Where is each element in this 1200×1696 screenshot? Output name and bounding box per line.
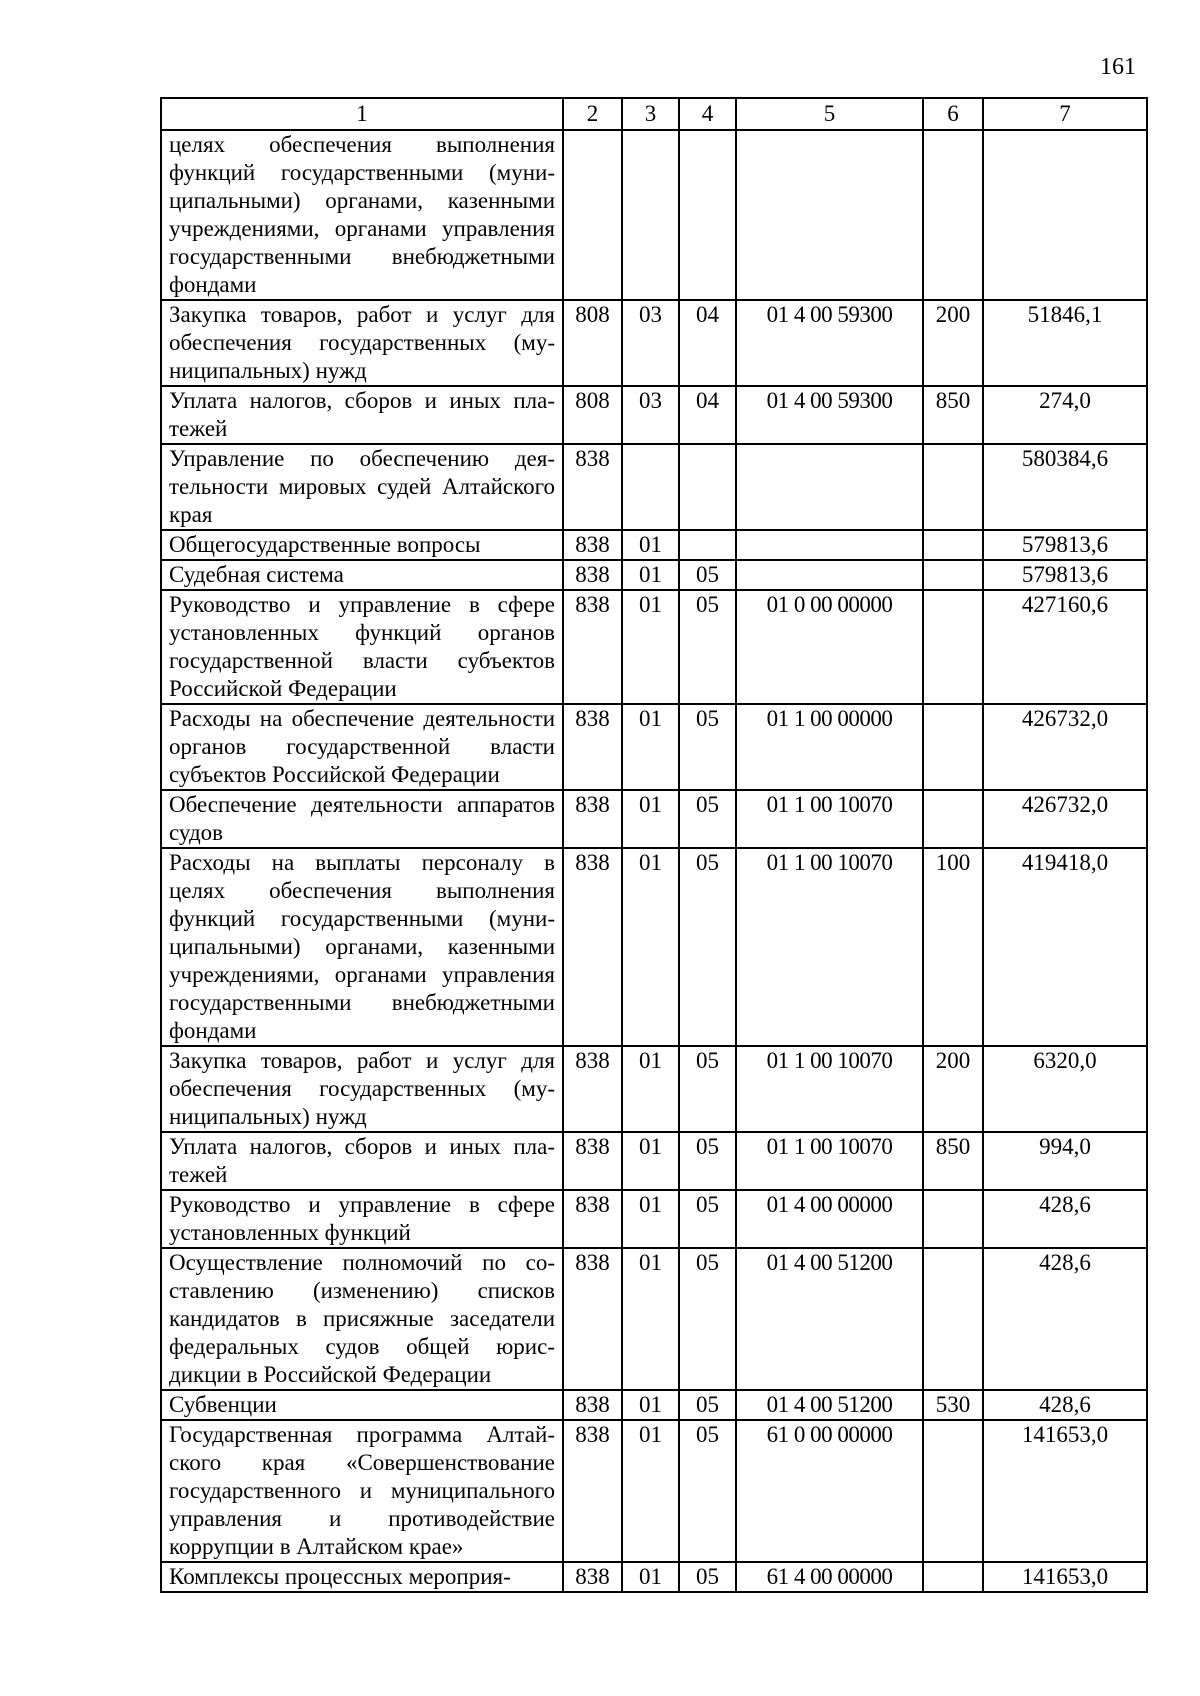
cell-subsection: 05 xyxy=(679,1190,736,1248)
cell-section: 01 xyxy=(622,590,679,704)
cell-admin-code: 838 xyxy=(563,560,622,590)
cell-admin-code: 808 xyxy=(563,300,622,386)
header-col-4: 4 xyxy=(679,98,736,130)
cell-subsection: 05 xyxy=(679,704,736,790)
cell-amount: 426732,0 xyxy=(983,704,1147,790)
cell-amount: 428,6 xyxy=(983,1248,1147,1390)
cell-expense-type xyxy=(923,590,983,704)
cell-target-article: 01 0 00 00000 xyxy=(736,590,923,704)
table-row xyxy=(161,530,1147,560)
cell-expense-type: 100 xyxy=(923,848,983,1046)
cell-amount: 274,0 xyxy=(983,386,1147,444)
cell-name: Осуществление полномочий по составлению (изменению) списков кандидатов в присяжные заседатели федеральных судов общей юрисдикции в Российской Федерации xyxy=(161,1248,563,1390)
cell-admin-code: 838 xyxy=(563,1562,622,1592)
cell-target-article xyxy=(736,130,923,300)
cell-target-article: 01 4 00 51200 xyxy=(736,1248,923,1390)
cell-section: 01 xyxy=(622,530,679,560)
cell-target-article: 61 0 00 00000 xyxy=(736,1420,923,1562)
cell-subsection xyxy=(679,130,736,300)
cell-section: 01 xyxy=(622,1248,679,1390)
cell-target-article: 01 1 00 10070 xyxy=(736,1046,923,1132)
cell-name: Управление по обеспечению деятельности мировых судей Алтайского края xyxy=(161,444,563,530)
cell-amount: 419418,0 xyxy=(983,848,1147,1046)
cell-expense-type: 850 xyxy=(923,386,983,444)
table-body xyxy=(161,130,1147,1592)
cell-name: Обеспечение деятельности аппаратов судов xyxy=(161,790,563,848)
cell-section: 01 xyxy=(622,1390,679,1420)
cell-amount: 579813,6 xyxy=(983,530,1147,560)
table-row xyxy=(161,848,1147,1046)
cell-subsection: 05 xyxy=(679,1390,736,1420)
cell-section xyxy=(622,444,679,530)
header-col-2: 2 xyxy=(563,98,622,130)
header-col-3: 3 xyxy=(622,98,679,130)
table-row xyxy=(161,1420,1147,1562)
cell-section xyxy=(622,130,679,300)
header-col-1: 1 xyxy=(161,98,563,130)
cell-section: 03 xyxy=(622,386,679,444)
cell-expense-type xyxy=(923,1420,983,1562)
cell-subsection: 04 xyxy=(679,300,736,386)
cell-admin-code: 808 xyxy=(563,386,622,444)
table-row xyxy=(161,1046,1147,1132)
table-row xyxy=(161,1248,1147,1390)
page-number: 161 xyxy=(1100,54,1136,80)
table-row xyxy=(161,1132,1147,1190)
cell-admin-code: 838 xyxy=(563,790,622,848)
cell-amount: 428,6 xyxy=(983,1190,1147,1248)
cell-expense-type xyxy=(923,790,983,848)
table-row xyxy=(161,444,1147,530)
cell-section: 01 xyxy=(622,1190,679,1248)
cell-admin-code: 838 xyxy=(563,590,622,704)
cell-section: 01 xyxy=(622,704,679,790)
cell-amount: 426732,0 xyxy=(983,790,1147,848)
cell-amount: 141653,0 xyxy=(983,1562,1147,1592)
cell-name: Руководство и управление в сфере установленных функций xyxy=(161,1190,563,1248)
table-row xyxy=(161,560,1147,590)
cell-subsection: 04 xyxy=(679,386,736,444)
cell-target-article: 61 4 00 00000 xyxy=(736,1562,923,1592)
cell-amount: 994,0 xyxy=(983,1132,1147,1190)
cell-admin-code xyxy=(563,130,622,300)
cell-subsection: 05 xyxy=(679,1248,736,1390)
cell-section: 01 xyxy=(622,1562,679,1592)
cell-subsection: 05 xyxy=(679,1562,736,1592)
cell-expense-type xyxy=(923,560,983,590)
cell-target-article: 01 1 00 00000 xyxy=(736,704,923,790)
cell-section: 01 xyxy=(622,848,679,1046)
cell-section: 01 xyxy=(622,560,679,590)
cell-section: 01 xyxy=(622,1132,679,1190)
cell-admin-code: 838 xyxy=(563,1046,622,1132)
cell-amount: 51846,1 xyxy=(983,300,1147,386)
cell-subsection: 05 xyxy=(679,560,736,590)
cell-admin-code: 838 xyxy=(563,704,622,790)
cell-expense-type xyxy=(923,530,983,560)
table-row xyxy=(161,1562,1147,1592)
table-header xyxy=(161,98,1147,130)
cell-subsection: 05 xyxy=(679,1046,736,1132)
cell-expense-type xyxy=(923,1190,983,1248)
cell-name: Закупка товаров, работ и услуг для обеспечения государственных (муниципальных) нужд xyxy=(161,300,563,386)
cell-section: 03 xyxy=(622,300,679,386)
cell-subsection: 05 xyxy=(679,790,736,848)
cell-name: Уплата налогов, сборов и иных платежей xyxy=(161,386,563,444)
table-row xyxy=(161,1190,1147,1248)
cell-amount: 6320,0 xyxy=(983,1046,1147,1132)
cell-subsection xyxy=(679,530,736,560)
cell-expense-type: 200 xyxy=(923,1046,983,1132)
cell-admin-code: 838 xyxy=(563,444,622,530)
cell-section: 01 xyxy=(622,790,679,848)
cell-target-article xyxy=(736,444,923,530)
header-col-5: 5 xyxy=(736,98,923,130)
cell-admin-code: 838 xyxy=(563,530,622,560)
cell-name: Уплата налогов, сборов и иных платежей xyxy=(161,1132,563,1190)
table-row xyxy=(161,130,1147,300)
table-row xyxy=(161,590,1147,704)
cell-amount: 427160,6 xyxy=(983,590,1147,704)
cell-subsection: 05 xyxy=(679,1420,736,1562)
cell-target-article: 01 4 00 00000 xyxy=(736,1190,923,1248)
header-row xyxy=(161,98,1147,130)
cell-section: 01 xyxy=(622,1046,679,1132)
cell-subsection: 05 xyxy=(679,590,736,704)
cell-admin-code: 838 xyxy=(563,1420,622,1562)
header-col-7: 7 xyxy=(983,98,1147,130)
table-row xyxy=(161,1390,1147,1420)
cell-expense-type xyxy=(923,704,983,790)
cell-name: целях обеспечения выполнения функций государственными (муниципальными) органами, казенными учреждениями, органами управления государственными внебюджетными фондами xyxy=(161,130,563,300)
cell-target-article: 01 1 00 10070 xyxy=(736,1132,923,1190)
cell-amount: 580384,6 xyxy=(983,444,1147,530)
cell-admin-code: 838 xyxy=(563,1390,622,1420)
cell-admin-code: 838 xyxy=(563,1248,622,1390)
cell-admin-code: 838 xyxy=(563,848,622,1046)
cell-target-article: 01 4 00 59300 xyxy=(736,386,923,444)
cell-subsection xyxy=(679,444,736,530)
cell-name: Государственная программа Алтайского края «Совершенствование государственного и муниципального управления и противодействие коррупции в Алтайском крае» xyxy=(161,1420,563,1562)
cell-amount xyxy=(983,130,1147,300)
cell-admin-code: 838 xyxy=(563,1190,622,1248)
cell-name: Общегосударственные вопросы xyxy=(161,530,563,560)
table-row xyxy=(161,790,1147,848)
table-row xyxy=(161,386,1147,444)
cell-target-article xyxy=(736,560,923,590)
cell-expense-type: 200 xyxy=(923,300,983,386)
budget-table xyxy=(160,97,1148,1593)
cell-section: 01 xyxy=(622,1420,679,1562)
cell-amount: 428,6 xyxy=(983,1390,1147,1420)
cell-name: Расходы на обеспечение деятельности органов государственной власти субъектов Российской Федерации xyxy=(161,704,563,790)
cell-target-article: 01 1 00 10070 xyxy=(736,790,923,848)
cell-amount: 141653,0 xyxy=(983,1420,1147,1562)
table-row xyxy=(161,300,1147,386)
cell-expense-type xyxy=(923,1562,983,1592)
cell-name: Судебная система xyxy=(161,560,563,590)
cell-expense-type xyxy=(923,1248,983,1390)
cell-name: Руководство и управление в сфере установленных функций органов государственной власти субъектов Российской Федерации xyxy=(161,590,563,704)
cell-target-article: 01 4 00 59300 xyxy=(736,300,923,386)
cell-target-article xyxy=(736,530,923,560)
cell-subsection: 05 xyxy=(679,848,736,1046)
cell-name: Субвенции xyxy=(161,1390,563,1420)
cell-expense-type: 850 xyxy=(923,1132,983,1190)
table-row xyxy=(161,704,1147,790)
cell-expense-type xyxy=(923,444,983,530)
cell-admin-code: 838 xyxy=(563,1132,622,1190)
header-col-6: 6 xyxy=(923,98,983,130)
cell-amount: 579813,6 xyxy=(983,560,1147,590)
cell-name: Комплексы процессных мероприя- xyxy=(161,1562,563,1592)
cell-target-article: 01 1 00 10070 xyxy=(736,848,923,1046)
cell-expense-type xyxy=(923,130,983,300)
cell-name: Закупка товаров, работ и услуг для обеспечения государственных (муниципальных) нужд xyxy=(161,1046,563,1132)
cell-expense-type: 530 xyxy=(923,1390,983,1420)
cell-name: Расходы на выплаты персоналу в целях обеспечения выполнения функций государственными (муниципальными) органами, казенными учреждениями, органами управления государственными внебюджетными фондами xyxy=(161,848,563,1046)
cell-subsection: 05 xyxy=(679,1132,736,1190)
cell-target-article: 01 4 00 51200 xyxy=(736,1390,923,1420)
